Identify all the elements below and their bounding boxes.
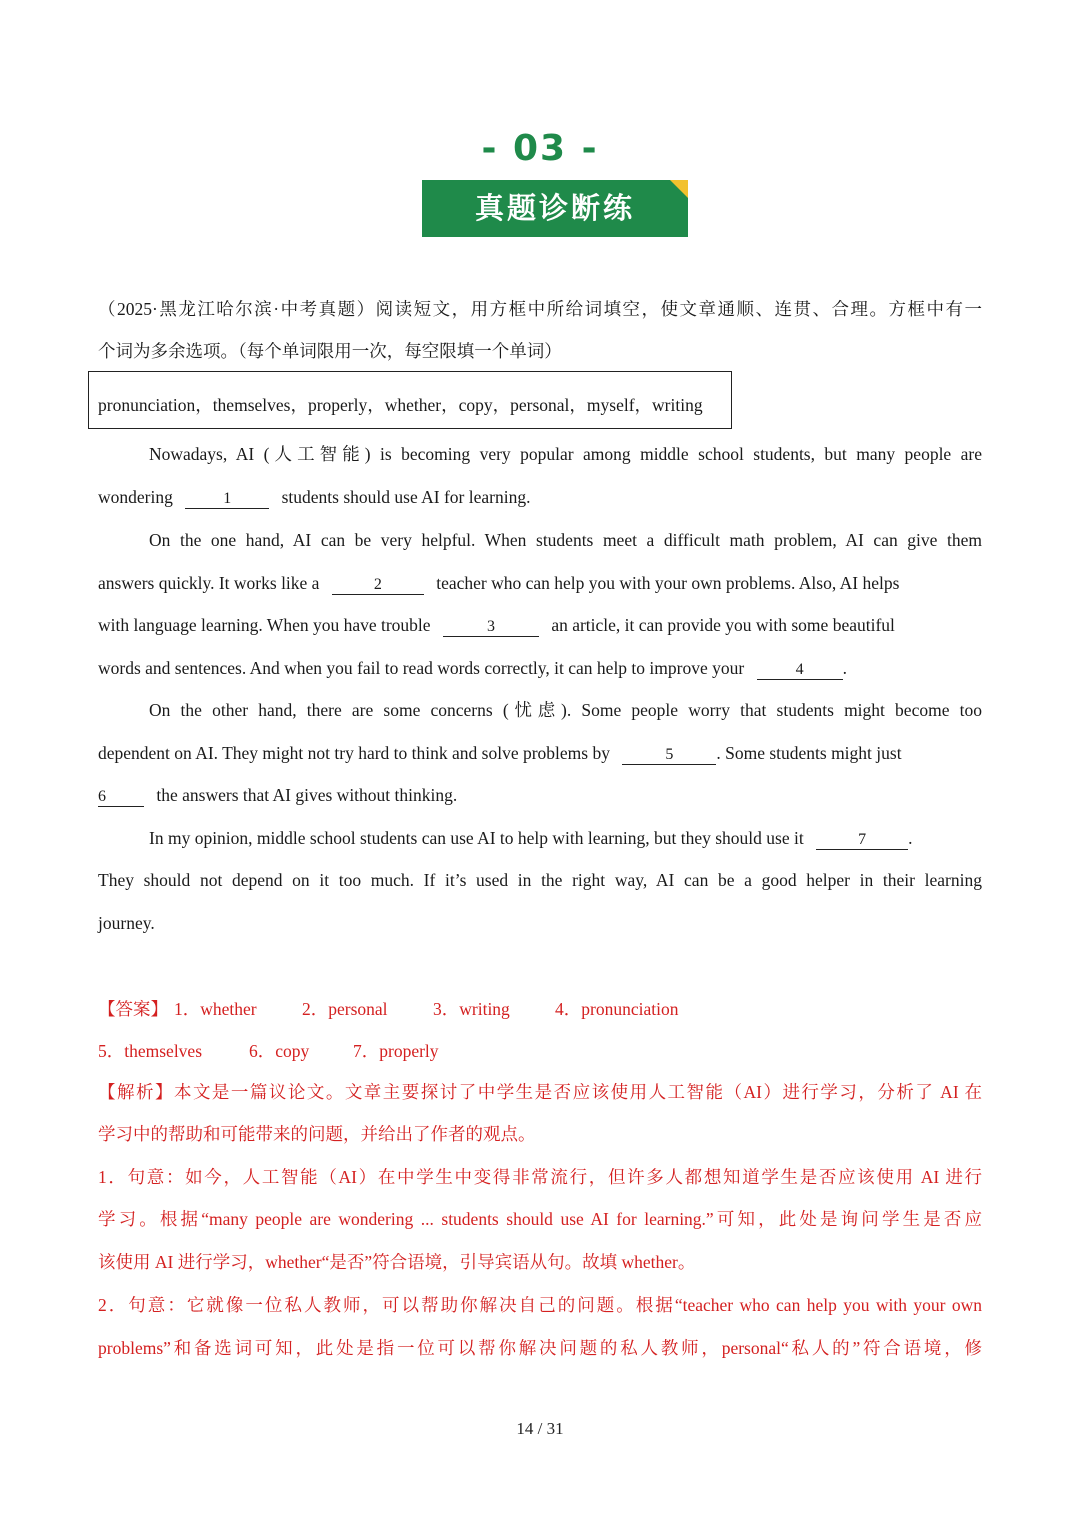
passage-p2-line-4 bbox=[98, 656, 982, 680]
answer-1: 1．whether bbox=[174, 999, 257, 1019]
passage-text: the answers that AI gives without thinking. bbox=[156, 785, 458, 805]
answer-3: 3．writing bbox=[433, 999, 510, 1019]
explanation-2-line-2: problems”和备选词可知，此处是指一位可以帮你解决问题的私人教师，personal“私人的”符合语境，修 bbox=[98, 1338, 982, 1358]
passage-text: teacher who can help you with your own problems. Also, AI helps bbox=[436, 573, 900, 593]
passage-text: wondering bbox=[98, 487, 173, 507]
section-number: - 03 - bbox=[481, 128, 599, 169]
passage-p4-line-2: They should not depend on it too much. If it’s used in the right way, AI can be a good helper in their learning bbox=[98, 870, 982, 890]
explanation-2-line-1: 2．句意：它就像一位私人教师，可以帮助你解决自己的问题。根据“teacher who can help you with your own bbox=[98, 1295, 982, 1315]
answer-7: 7．properly bbox=[353, 1041, 439, 1061]
explanation-1-line-2: 学习。根据“many people are wondering ... students should use AI for learning.”可知，此处是询问学生是否应 bbox=[98, 1209, 982, 1229]
passage-p1-line-2 bbox=[98, 485, 982, 509]
passage-text: dependent on AI. They might not try hard to think and solve problems by bbox=[98, 743, 610, 763]
answer-2: 2．personal bbox=[302, 999, 388, 1019]
passage-text: . bbox=[842, 658, 847, 678]
passage-p4-line-1 bbox=[149, 826, 982, 850]
passage-text: answers quickly. It works like a bbox=[98, 573, 320, 593]
word-box bbox=[88, 371, 732, 429]
passage-text: an article, it can provide you with some beautiful bbox=[551, 615, 895, 635]
blank-7: 7 bbox=[816, 831, 908, 850]
passage-text: students should use AI for learning. bbox=[281, 487, 531, 507]
section-banner bbox=[422, 180, 688, 237]
banner-title: 真题诊断练 bbox=[474, 191, 635, 225]
answer-5: 5．themselves bbox=[98, 1041, 203, 1061]
explanation-1-line-3: 该使用 AI 进行学习，whether“是否”符合语境，引导宾语从句。故填 whether。 bbox=[98, 1252, 696, 1272]
page-number: 14 / 31 bbox=[516, 1419, 564, 1438]
blank-3: 3 bbox=[443, 618, 539, 637]
blank-5: 5 bbox=[622, 746, 716, 765]
blank-6: 6 bbox=[98, 788, 144, 807]
instruction-line-2: 个词为多余选项。（每个单词限用一次，每空限填一个单词） bbox=[98, 341, 562, 361]
passage-text: words and sentences. And when you fail to read words correctly, it can help to improve your bbox=[98, 658, 745, 678]
blank-2: 2 bbox=[332, 576, 424, 595]
passage-p2-line-3 bbox=[98, 613, 982, 637]
explanation-1-line-1: 1．句意：如今，人工智能（AI）在中学生中变得非常流行，但许多人都想知道学生是否应该使用 AI 进行 bbox=[98, 1167, 982, 1187]
banner-corner-decoration bbox=[670, 180, 688, 198]
passage-p4-line-3: journey. bbox=[98, 913, 155, 933]
passage-p3-line-1: On the other hand, there are some concerns (忧虑). Some people worry that students might become too bbox=[149, 700, 982, 720]
instruction-line-1: （2025·黑龙江哈尔滨·中考真题）阅读短文，用方框中所给词填空，使文章通顺、连贯、合理。方框中有一 bbox=[98, 299, 982, 319]
passage-p3-line-2 bbox=[98, 741, 982, 765]
blank-4: 4 bbox=[757, 661, 843, 680]
passage-p2-line-2 bbox=[98, 571, 982, 595]
passage-p2-line-1: On the one hand, AI can be very helpful. When students meet a difficult math problem, AI can give them bbox=[149, 530, 982, 550]
passage-text: . bbox=[908, 828, 913, 848]
answer-label: 【答案】 bbox=[98, 999, 168, 1019]
blank-1: 1 bbox=[185, 490, 269, 509]
passage-text: with language learning. When you have trouble bbox=[98, 615, 431, 635]
answer-4: 4．pronunciation bbox=[555, 999, 679, 1019]
answer-6: 6．copy bbox=[249, 1041, 310, 1061]
word-box-text: pronunciation，themselves，properly，whether，copy，personal，myself，writing bbox=[98, 395, 703, 415]
passage-p3-line-3 bbox=[98, 783, 982, 807]
analysis-line-1 bbox=[98, 1080, 982, 1104]
analysis-label: 【解析】 bbox=[98, 1082, 174, 1102]
passage-text: . Some students might just bbox=[716, 743, 902, 763]
passage-text: In my opinion, middle school students can use AI to help with learning, but they should use it bbox=[149, 828, 804, 848]
analysis-text: 本文是一篇议论文。文章主要探讨了中学生是否应该使用人工智能（AI）进行学习，分析了 AI 在 bbox=[173, 1082, 983, 1102]
analysis-line-2: 学习中的帮助和可能带来的问题，并给出了作者的观点。 bbox=[98, 1124, 536, 1144]
passage-p1-line-1: Nowadays, AI (人工智能) is becoming very popular among middle school students, but many people are bbox=[149, 444, 982, 464]
